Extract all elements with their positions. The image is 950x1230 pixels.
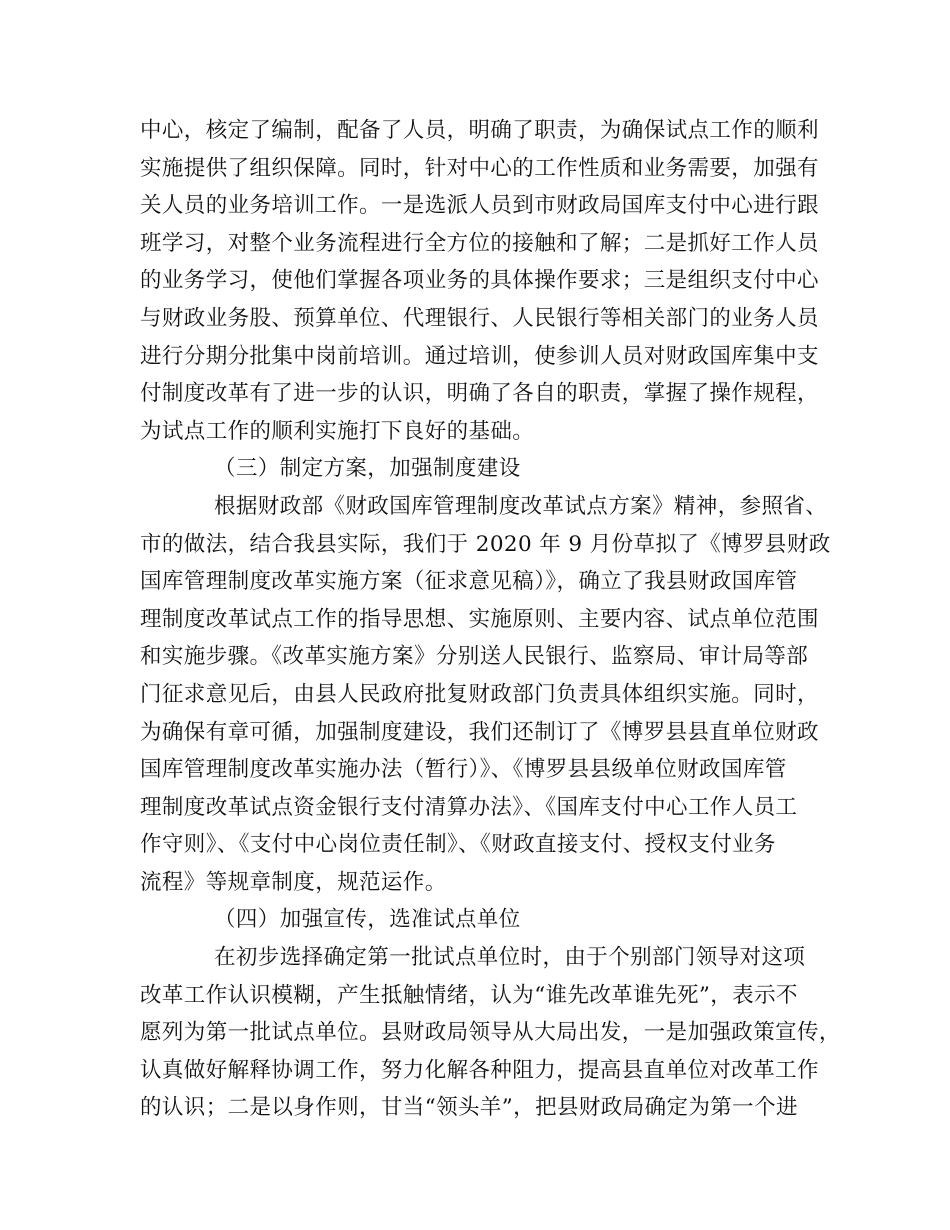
text-line: 实施提供了组织保障。同时，针对中心的工作性质和业务需要，加强有 (140, 155, 819, 181)
text-line: 和实施步骤。《改革实施方案》分别送人民银行、监察局、审计局等部 (140, 644, 809, 670)
text-line: 改革工作认识模糊，产生抵触情绪，认为“谁先改革谁先死”，表示不 (140, 982, 798, 1008)
text-line: 关人员的业务培训工作。一是选派人员到市财政局国库支付中心进行跟 (140, 193, 819, 219)
text-line: 根据财政部《财政国库管理制度改革试点方案》精神，参照省、 (214, 493, 828, 519)
text-line: 作守则》、《支付中心岗位责任制》、《财政直接支付、授权支付业务 (140, 832, 776, 858)
text-line: 流程》等规章制度，规范运作。 (140, 869, 447, 895)
text-line: 与财政业务股、预算单位、代理银行、人民银行等相关部门的业务人员 (140, 305, 819, 331)
text-line: 理制度改革试点资金银行支付清算办法》、《国库支付中心工作人员工 (140, 794, 798, 820)
body-text (140, 112, 841, 1127)
text-line: （三）制定方案，加强制度建设 (214, 456, 521, 482)
text-line: 付制度改革有了进一步的认识，明确了各自的职责，掌握了操作规程， (140, 381, 819, 407)
text-line: 理制度改革试点工作的指导思想、实施原则、主要内容、试点单位范围 (140, 606, 819, 632)
text-line: 认真做好解释协调工作，努力化解各种阻力，提高县直单位对改革工作 (140, 1057, 819, 1083)
text-line: （四）加强宣传，选准试点单位 (214, 907, 521, 933)
text-line: 进行分期分批集中岗前培训。通过培训，使参训人员对财政国库集中支 (140, 343, 819, 369)
text-line: 愿列为第一批试点单位。县财政局领导从大局出发，一是加强政策宣传， (140, 1020, 841, 1046)
text-line: 的认识；二是以身作则，甘当“领头羊”，把县财政局确定为第一个进 (140, 1095, 798, 1121)
text-line: 中心，核定了编制，配备了人员，明确了职责，为确保试点工作的顺利 (140, 118, 819, 143)
text-line: 在初步选择确定第一批试点单位时，由于个别部门领导对这项 (214, 945, 806, 971)
text-line: 为试点工作的顺利实施打下良好的基础。 (140, 418, 535, 444)
text-line: 为确保有章可循，加强制度建设，我们还制订了《博罗县县直单位财政 (140, 719, 819, 745)
text-line: 国库管理制度改革实施方案（征求意见稿）》，确立了我县财政国库管 (140, 569, 798, 595)
text-line: 的业务学习，使他们掌握各项业务的具体操作要求；三是组织支付中心 (140, 268, 819, 294)
text-line: 国库管理制度改革实施办法（暂行）》、《博罗县县级单位财政国库管 (140, 757, 787, 783)
text-line: 市的做法，结合我县实际，我们于 2020 年 9 月份草拟了《博罗县财政 (140, 531, 831, 557)
text-line: 门征求意见后，由县人民政府批复财政部门负责具体组织实施。同时， (140, 681, 819, 707)
text-line: 班学习，对整个业务流程进行全方位的接触和了解；二是抓好工作人员 (140, 230, 819, 256)
